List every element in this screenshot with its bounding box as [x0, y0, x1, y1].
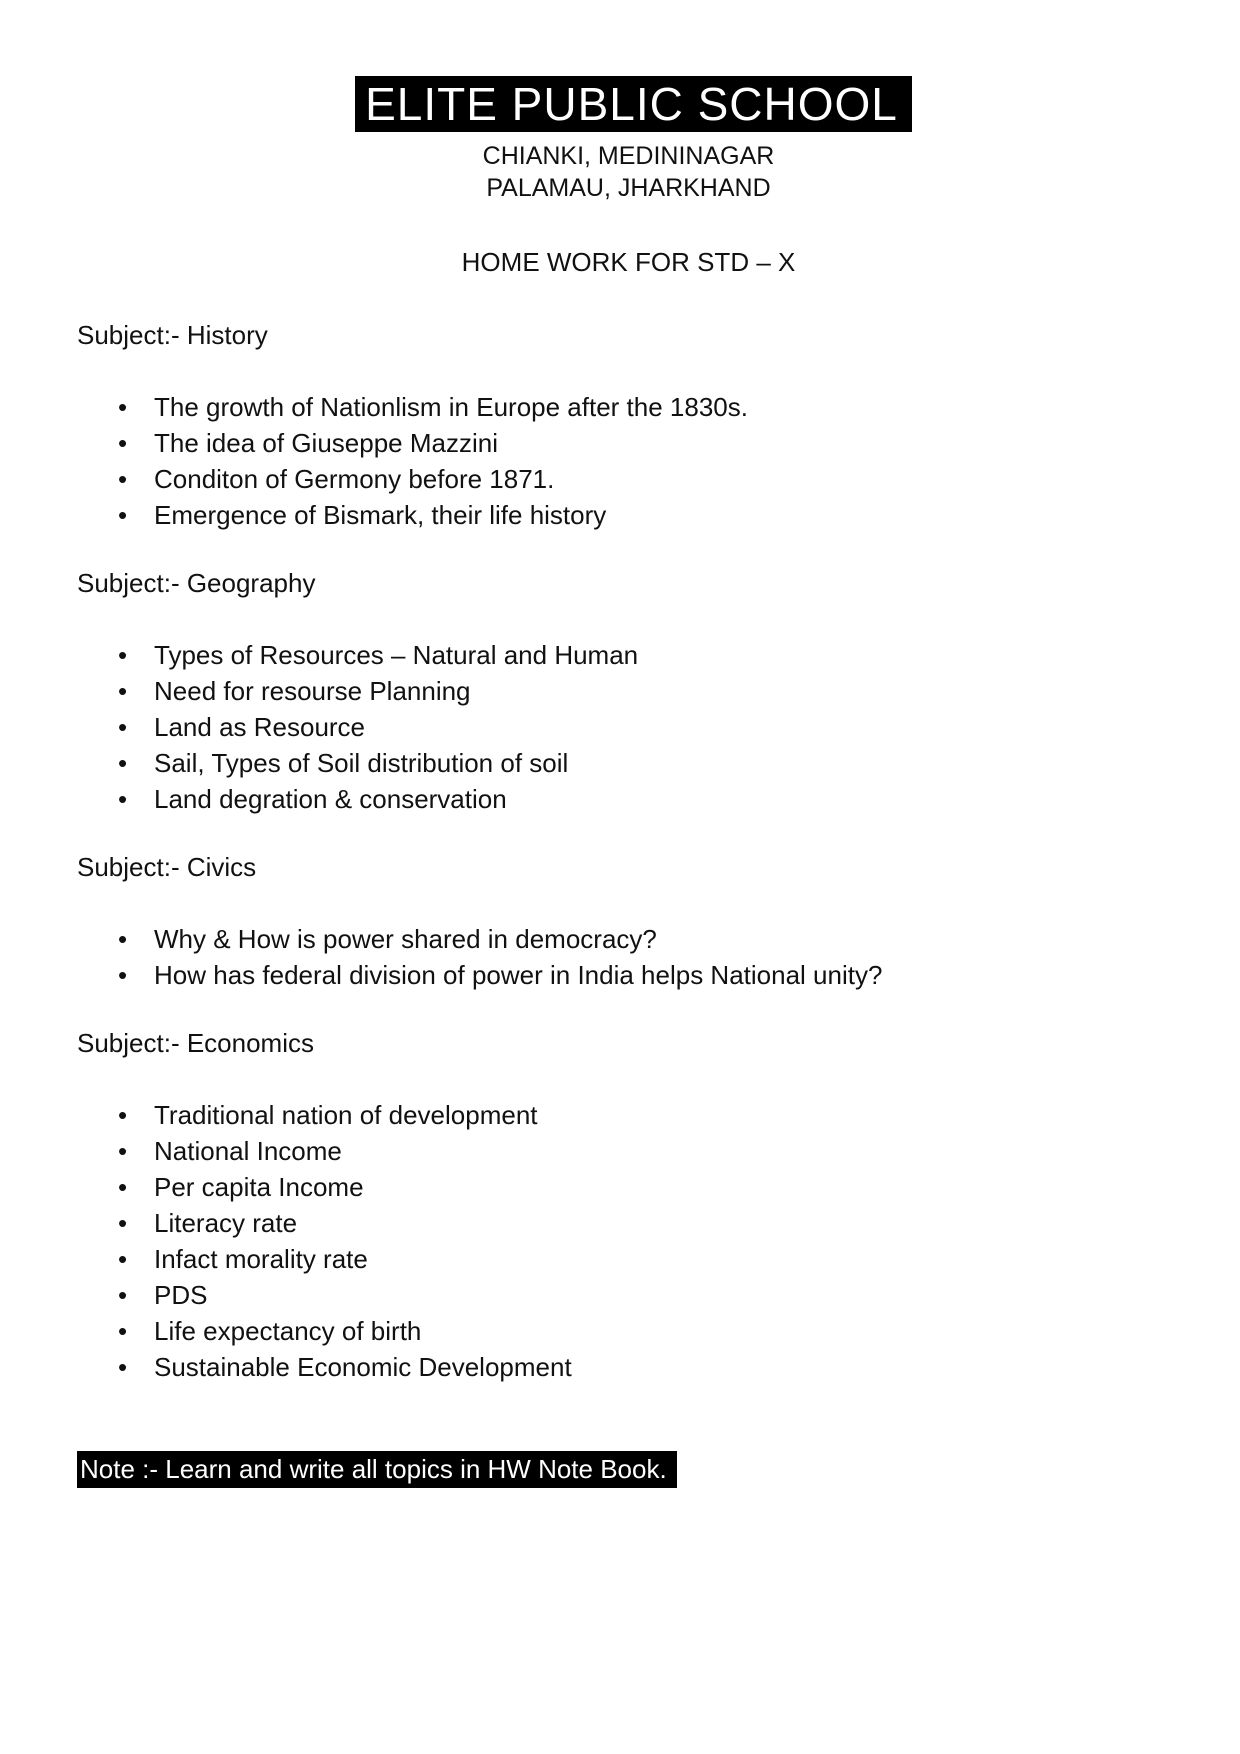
- bullet-text: Conditon of Germony before 1871.: [154, 464, 555, 494]
- bullet-icon: •: [118, 1100, 128, 1130]
- school-address-line-2: PALAMAU, JHARKHAND: [486, 174, 771, 202]
- document-header: [77, 76, 1180, 278]
- bullet-icon: •: [118, 392, 128, 422]
- sections: [77, 317, 1180, 1385]
- homework-title: HOME WORK FOR STD – X: [461, 247, 796, 277]
- bullet-text: Infact morality rate: [154, 1244, 368, 1274]
- bullet-text: The idea of Giuseppe Mazzini: [154, 428, 498, 458]
- bullet-text: Sail, Types of Soil distribution of soil: [154, 748, 569, 778]
- bullet-icon: •: [118, 1208, 128, 1238]
- bullet-text: Sustainable Economic Development: [154, 1352, 572, 1382]
- subject-section: [77, 849, 1180, 993]
- bullet-text: Why & How is power shared in democracy?: [154, 924, 657, 954]
- list-item: [77, 497, 1180, 533]
- bullet-text: Emergence of Bismark, their life history: [154, 500, 607, 530]
- bullet-icon: •: [118, 1316, 128, 1346]
- bullet-text: Land as Resource: [154, 712, 366, 742]
- bullet-text: How has federal division of power in India helps National unity?: [154, 960, 883, 990]
- bullet-list: [77, 1097, 1180, 1385]
- bullet-text: Land degration & conservation: [154, 784, 507, 814]
- list-item: [77, 709, 1180, 745]
- list-item: [77, 1205, 1180, 1241]
- bullet-text: Need for resourse Planning: [154, 676, 471, 706]
- bullet-icon: •: [118, 428, 128, 458]
- bullet-icon: •: [118, 1172, 128, 1202]
- bullet-text: National Income: [154, 1136, 342, 1166]
- bullet-icon: •: [118, 500, 128, 530]
- section-heading: Subject:- Geography: [77, 568, 316, 598]
- bullet-list: [77, 389, 1180, 533]
- list-item: [77, 921, 1180, 957]
- subject-section: [77, 1025, 1180, 1385]
- bullet-text: Types of Resources – Natural and Human: [154, 640, 639, 670]
- school-address-line-1: CHIANKI, MEDININAGAR: [482, 142, 775, 170]
- bullet-text: The growth of Nationlism in Europe after the 1830s.: [154, 392, 748, 422]
- bullet-text: PDS: [154, 1280, 208, 1310]
- list-item: [77, 389, 1180, 425]
- list-item: [77, 461, 1180, 497]
- list-item: [77, 745, 1180, 781]
- list-item: [77, 673, 1180, 709]
- list-item: [77, 1097, 1180, 1133]
- note-banner: Note :- Learn and write all topics in HW Note Book.: [77, 1451, 677, 1488]
- subject-section: [77, 317, 1180, 533]
- bullet-text: Per capita Income: [154, 1172, 364, 1202]
- bullet-text: Life expectancy of birth: [154, 1316, 422, 1346]
- subject-section: [77, 565, 1180, 817]
- bullet-icon: •: [118, 1244, 128, 1274]
- list-item: [77, 1241, 1180, 1277]
- bullet-text: Literacy rate: [154, 1208, 298, 1238]
- bullet-icon: •: [118, 1352, 128, 1382]
- list-item: [77, 781, 1180, 817]
- list-item: [77, 637, 1180, 673]
- list-item: [77, 1349, 1180, 1385]
- bullet-icon: •: [118, 464, 128, 494]
- list-item: [77, 425, 1180, 461]
- bullet-icon: •: [118, 784, 128, 814]
- school-name-banner: ELITE PUBLIC SCHOOL: [355, 76, 912, 132]
- list-item: [77, 1169, 1180, 1205]
- section-heading: Subject:- Civics: [77, 852, 257, 882]
- section-heading: Subject:- Economics: [77, 1028, 314, 1058]
- list-item: [77, 1277, 1180, 1313]
- bullet-icon: •: [118, 924, 128, 954]
- bullet-list: [77, 637, 1180, 817]
- bullet-icon: •: [118, 640, 128, 670]
- bullet-icon: •: [118, 712, 128, 742]
- bullet-text: Traditional nation of development: [154, 1100, 538, 1130]
- bullet-icon: •: [118, 748, 128, 778]
- bullet-icon: •: [118, 676, 128, 706]
- list-item: [77, 957, 1180, 993]
- list-item: [77, 1133, 1180, 1169]
- bullet-icon: •: [118, 1280, 128, 1310]
- section-heading: Subject:- History: [77, 320, 268, 350]
- bullet-icon: •: [118, 1136, 128, 1166]
- bullet-list: [77, 921, 1180, 993]
- bullet-icon: •: [118, 960, 128, 990]
- list-item: [77, 1313, 1180, 1349]
